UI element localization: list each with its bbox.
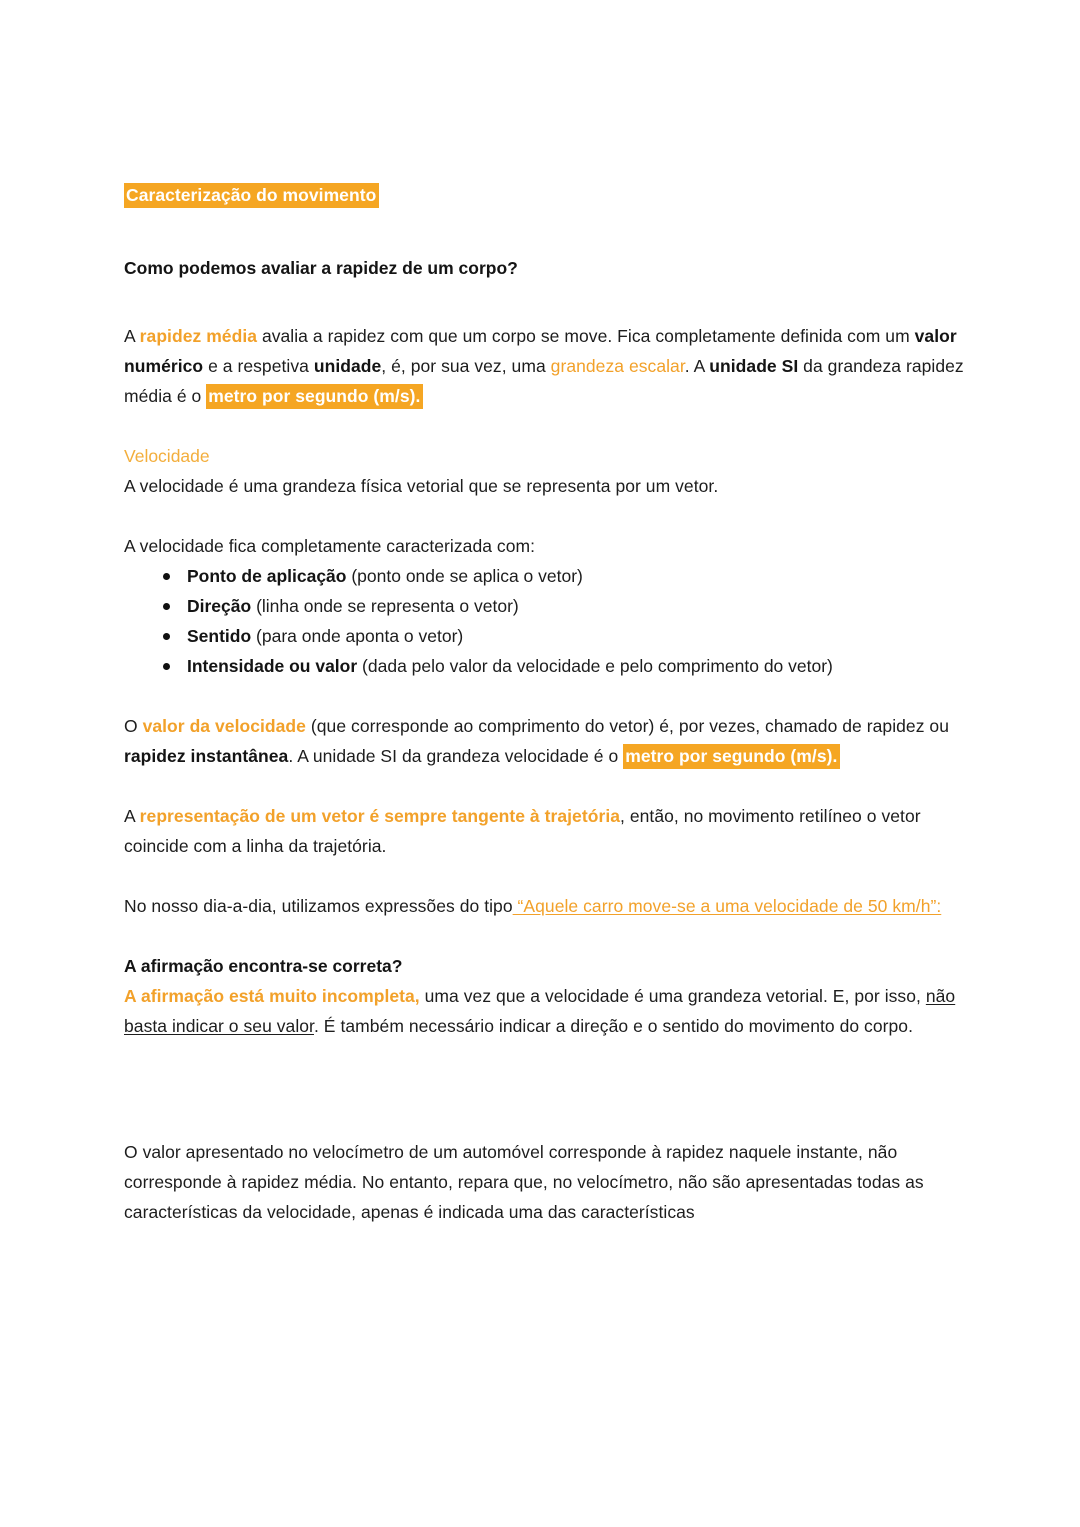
list-item-term: Sentido	[187, 626, 252, 646]
bold-rapidez-instantanea: rapidez instantânea	[124, 746, 289, 766]
bold-unidade: unidade	[313, 356, 382, 376]
list-item-term: Intensidade ou valor	[187, 656, 358, 676]
paragraph-expressoes-dia-a-dia	[124, 891, 964, 921]
text-fragment: da grandeza rapidez média é o	[124, 356, 964, 406]
list-item-term: Direção	[187, 596, 252, 616]
paragraph-afirmacao-incompleta	[124, 981, 964, 1041]
highlight-metro-por-segundo: metro por segundo (m/s).	[206, 384, 423, 409]
spacer	[124, 681, 964, 711]
list-item-term: Ponto de aplicação	[187, 566, 347, 586]
title-highlight-text: Caracterização do movimento	[124, 183, 379, 208]
paragraph-velocimetro: O valor apresentado no velocímetro de um automóvel corresponde à rapidez naquele instante, não corresponde à rapidez média. No entanto, repara que, no velocímetro, não são apresentadas todas as características da velocidade, apenas é indicada uma das características	[124, 1142, 924, 1222]
quoted-expression: “Aquele carro move-se a uma velocidade de 50 km/h”:	[512, 896, 942, 916]
list-item-description: (linha onde se representa o vetor)	[251, 596, 519, 616]
emphasis-grandeza-escalar: grandeza escalar	[550, 356, 685, 376]
list-item	[187, 621, 964, 651]
text-fragment: . É também necessário indicar a direção e o sentido do movimento do corpo.	[313, 1016, 913, 1036]
emphasis-rapidez-media: rapidez média	[139, 326, 258, 346]
paragraph-caracterizada-intro: A velocidade fica completamente caracterizada com:	[124, 536, 536, 556]
page-title	[124, 180, 964, 210]
emphasis-afirmacao-incompleta: A afirmação está muito incompleta,	[124, 986, 420, 1006]
list-item	[187, 561, 964, 591]
text-fragment: (que corresponde ao comprimento do vetor) é, por vezes, chamado de rapidez ou	[305, 716, 949, 736]
document-content	[124, 180, 964, 1227]
list-item	[187, 651, 964, 681]
text-fragment: , então, no movimento retilíneo o vetor coincide com a linha da trajetória.	[124, 806, 921, 856]
list-item-description: (dada pelo valor da velocidade e pelo comprimento do vetor)	[357, 656, 833, 676]
emphasis-valor-da-velocidade: valor da velocidade	[142, 716, 306, 736]
underlined-nao-basta-valor: não basta indicar o seu valor	[124, 986, 956, 1036]
paragraph-valor-da-velocidade	[124, 711, 964, 771]
velocity-characteristics-list	[124, 561, 964, 681]
question-heading-2: A afirmação encontra-se correta?	[124, 956, 403, 976]
paragraph-rapidez-media	[124, 321, 964, 411]
text-fragment: , é, por sua vez, uma	[381, 356, 551, 376]
text-fragment: uma vez que a velocidade é uma grandeza vetorial. E, por isso,	[419, 986, 926, 1006]
bold-unidade-si: unidade SI	[709, 356, 799, 376]
emphasis-representacao-vetor: representação de um vetor é sempre tangente à trajetória	[139, 806, 621, 826]
text-fragment: . A	[684, 356, 710, 376]
title-line	[124, 183, 379, 208]
text-fragment: . A unidade SI da grandeza velocidade é o	[288, 746, 624, 766]
list-item-description: (ponto onde se aplica o vetor)	[346, 566, 583, 586]
section-heading-velocidade: Velocidade	[124, 446, 210, 466]
list-item-description: (para onde aponta o vetor)	[251, 626, 464, 646]
bold-valor-numerico: valor numérico	[124, 326, 957, 376]
text-fragment: avalia a rapidez com que um corpo se move. Fica completamente definida com um	[257, 326, 915, 346]
spacer	[124, 501, 964, 531]
question-heading-1: Como podemos avaliar a rapidez de um corpo?	[124, 258, 518, 278]
text-fragment: O	[124, 716, 143, 736]
list-item	[187, 591, 964, 621]
text-fragment: A	[124, 806, 140, 826]
text-fragment: e a respetiva	[203, 356, 314, 376]
paragraph-tangente-trajetoria	[124, 801, 964, 861]
text-fragment: No nosso dia-a-dia, utilizamos expressões do tipo	[124, 896, 513, 916]
paragraph-velocidade-definicao: A velocidade é uma grandeza física vetorial que se representa por um vetor.	[124, 476, 719, 496]
highlight-metro-por-segundo-2: metro por segundo (m/s).	[623, 744, 840, 769]
text-fragment: A	[124, 326, 140, 346]
spacer-large	[124, 1041, 964, 1137]
